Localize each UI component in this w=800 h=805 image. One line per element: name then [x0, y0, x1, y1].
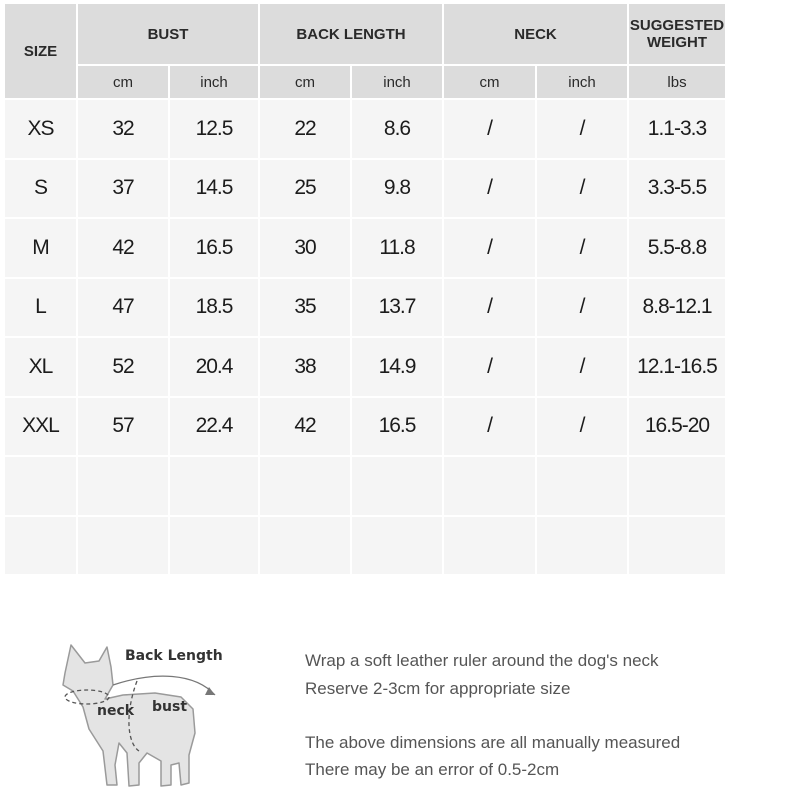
dog-outline-icon — [55, 633, 235, 800]
empty-cell — [352, 517, 442, 575]
back-length-cm-cell: 38 — [260, 338, 350, 396]
neck-cm-cell: / — [444, 398, 535, 456]
bust-inch-cell: 12.5 — [170, 100, 258, 158]
size-column-header: SIZE — [5, 4, 76, 98]
back-length-inch-cell: 9.8 — [352, 160, 442, 218]
empty-cell — [629, 517, 725, 575]
bust-column-header: BUST — [78, 4, 258, 64]
bust-cm-cell: 37 — [78, 160, 168, 218]
bust-label: bust — [152, 699, 188, 715]
size-chart-table — [5, 4, 725, 572]
back-length-cm-cell: 42 — [260, 398, 350, 456]
back-length-inch-cell: 8.6 — [352, 100, 442, 158]
back-length-inch-cell: 13.7 — [352, 279, 442, 337]
instruction-line-2: Reserve 2-3cm for appropriate size — [305, 679, 571, 698]
empty-cell — [537, 457, 627, 515]
bust-inch-cell: 16.5 — [170, 219, 258, 277]
empty-cell — [170, 517, 258, 575]
neck-inch-cell: / — [537, 100, 627, 158]
weight-lbs-cell: 8.8-12.1 — [629, 279, 725, 337]
instruction-line-1: Wrap a soft leather ruler around the dog's neck — [305, 651, 659, 670]
bust-inch-cell: 14.5 — [170, 160, 258, 218]
back-length-cm-cell: 35 — [260, 279, 350, 337]
unit-header: inch — [170, 66, 258, 98]
bust-cm-cell: 57 — [78, 398, 168, 456]
weight-lbs-cell: 3.3-5.5 — [629, 160, 725, 218]
neck-label: neck — [97, 703, 135, 719]
neck-column-header: NECK — [444, 4, 627, 64]
bust-inch-cell: 22.4 — [170, 398, 258, 456]
unit-header: cm — [260, 66, 350, 98]
back-length-inch-cell: 14.9 — [352, 338, 442, 396]
empty-cell — [537, 517, 627, 575]
empty-cell — [5, 517, 76, 575]
back-length-label: Back Length — [125, 648, 223, 664]
neck-inch-cell: / — [537, 219, 627, 277]
unit-header: lbs — [629, 66, 725, 98]
size-cell: XL — [5, 338, 76, 396]
back-length-cm-cell: 25 — [260, 160, 350, 218]
neck-cm-cell: / — [444, 100, 535, 158]
back-length-column-header: BACK LENGTH — [260, 4, 442, 64]
weight-lbs-cell: 5.5-8.8 — [629, 219, 725, 277]
bust-inch-cell: 18.5 — [170, 279, 258, 337]
size-cell: M — [5, 219, 76, 277]
back-length-inch-cell: 16.5 — [352, 398, 442, 456]
size-cell: S — [5, 160, 76, 218]
unit-header: cm — [444, 66, 535, 98]
unit-header: inch — [537, 66, 627, 98]
neck-cm-cell: / — [444, 338, 535, 396]
neck-cm-cell: / — [444, 219, 535, 277]
unit-header: cm — [78, 66, 168, 98]
bust-inch-cell: 20.4 — [170, 338, 258, 396]
empty-cell — [352, 457, 442, 515]
back-length-cm-cell: 22 — [260, 100, 350, 158]
empty-cell — [170, 457, 258, 515]
suggested-weight-column-header: SUGGESTED WEIGHT — [629, 4, 725, 64]
neck-cm-cell: / — [444, 279, 535, 337]
size-cell: L — [5, 279, 76, 337]
empty-cell — [78, 457, 168, 515]
empty-cell — [629, 457, 725, 515]
neck-inch-cell: / — [537, 338, 627, 396]
instruction-line-4: There may be an error of 0.5-2cm — [305, 760, 560, 779]
empty-cell — [78, 517, 168, 575]
neck-inch-cell: / — [537, 279, 627, 337]
weight-lbs-cell: 16.5-20 — [629, 398, 725, 456]
back-length-cm-cell: 30 — [260, 219, 350, 277]
size-cell: XS — [5, 100, 76, 158]
empty-cell — [5, 457, 76, 515]
dog-measurement-diagram — [55, 633, 235, 805]
size-cell: XXL — [5, 398, 76, 456]
empty-cell — [444, 457, 535, 515]
neck-inch-cell: / — [537, 398, 627, 456]
weight-lbs-cell: 12.1-16.5 — [629, 338, 725, 396]
neck-cm-cell: / — [444, 160, 535, 218]
bust-cm-cell: 42 — [78, 219, 168, 277]
back-length-inch-cell: 11.8 — [352, 219, 442, 277]
bust-cm-cell: 52 — [78, 338, 168, 396]
empty-cell — [260, 457, 350, 515]
empty-cell — [444, 517, 535, 575]
instruction-line-3: The above dimensions are all manually measured — [305, 733, 681, 752]
weight-lbs-cell: 1.1-3.3 — [629, 100, 725, 158]
unit-header: inch — [352, 66, 442, 98]
bust-cm-cell: 32 — [78, 100, 168, 158]
neck-inch-cell: / — [537, 160, 627, 218]
empty-cell — [260, 517, 350, 575]
bust-cm-cell: 47 — [78, 279, 168, 337]
